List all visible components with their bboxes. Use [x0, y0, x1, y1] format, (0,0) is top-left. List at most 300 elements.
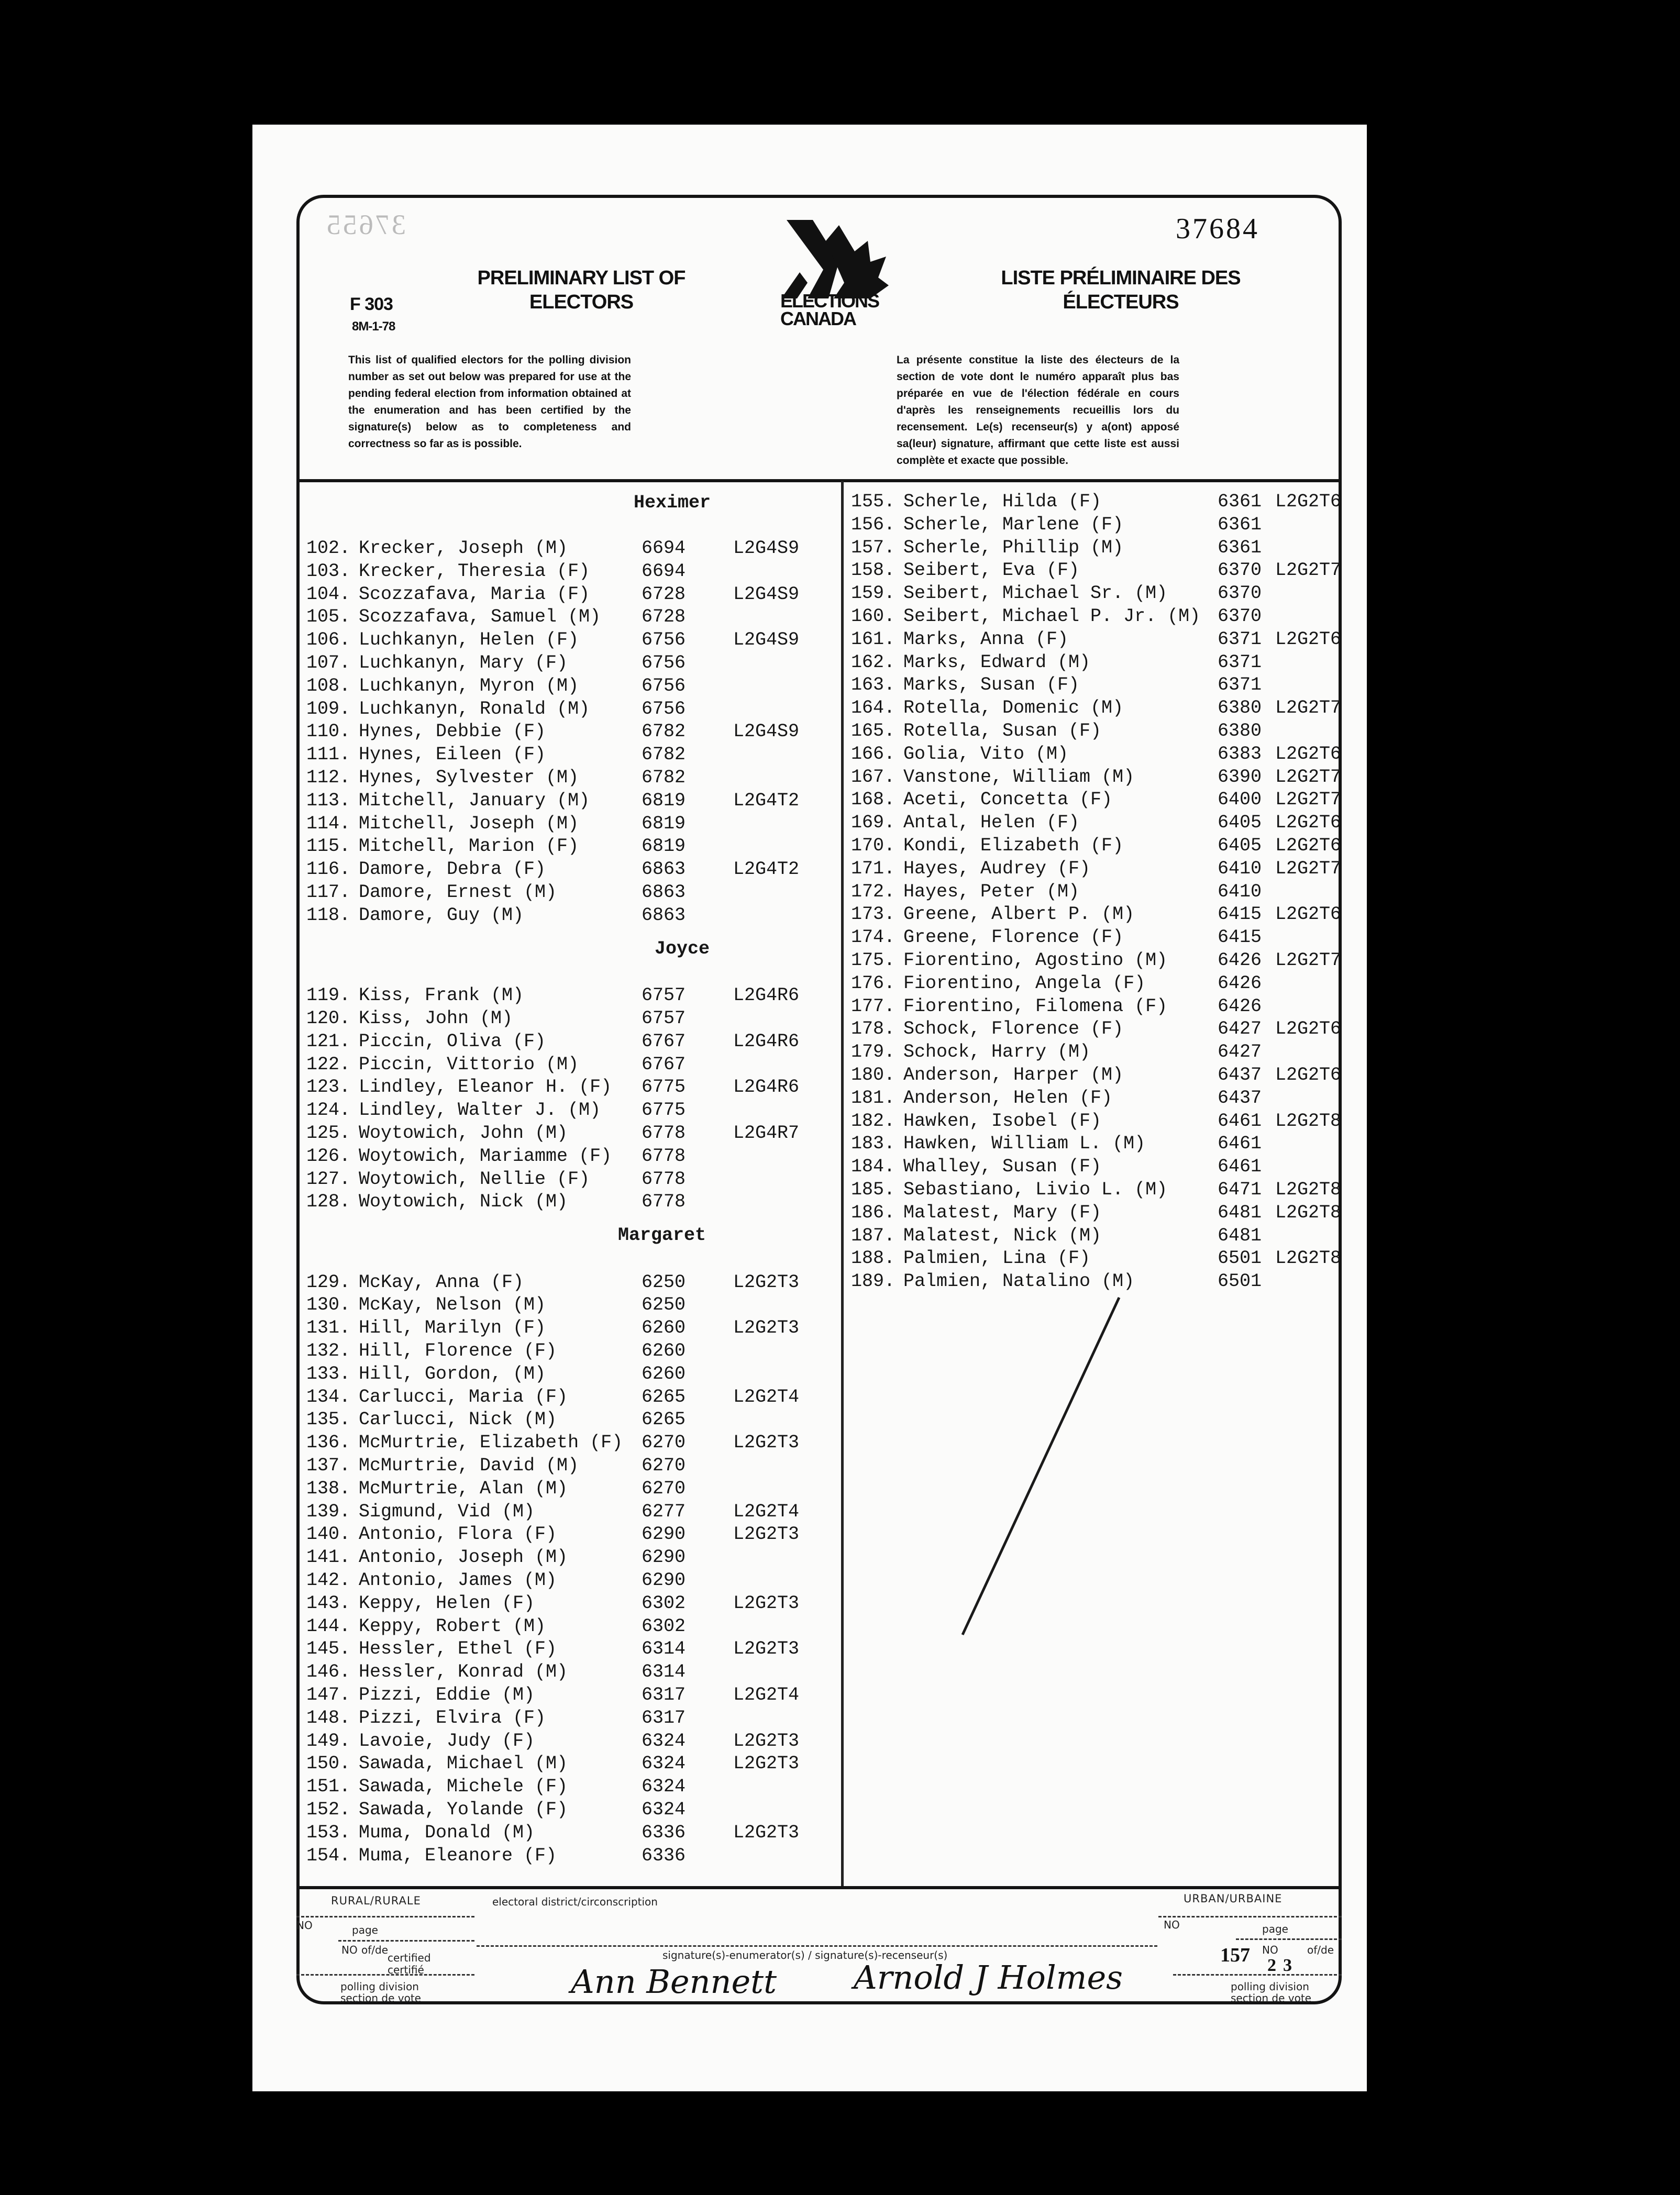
- intro-french: La présente constitue la liste des électeurs de la section de vote dont le numéro apparaît plus bas préparée en vue de l'élection fédérale en cours d'après les renseignements recueillis lors du recensement. Le(s) recenseur(s) y a(ont) apposé sa(leur) signature, affirmant que cette liste est aussi complète et exacte que possible.: [897, 354, 1179, 467]
- elector-poll-number: 6302: [642, 1592, 686, 1614]
- elector-number: 145.: [306, 1638, 351, 1660]
- elector-name: Lindley, Eleanor H. (F): [359, 1077, 612, 1098]
- rural-page-label: page: [352, 1924, 378, 1936]
- elector-number: 139.: [306, 1501, 351, 1522]
- elector-name: Sawada, Michele (F): [359, 1776, 568, 1798]
- page-number: 2: [1267, 1956, 1276, 1975]
- elector-poll-number: 6290: [642, 1524, 686, 1545]
- elector-postal-code: L2G2T6: [1275, 628, 1342, 650]
- elector-poll-number: 6756: [642, 675, 686, 696]
- elector-poll-number: 6775: [642, 1077, 686, 1098]
- elector-postal-code: L2G2T7: [1275, 950, 1342, 971]
- elector-number: 141.: [306, 1547, 351, 1568]
- elector-name: Scozzafava, Maria (F): [359, 583, 590, 605]
- elector-name: Greene, Albert P. (M): [903, 904, 1135, 925]
- urban-page-line: [1236, 1938, 1342, 1940]
- elector-name: Carlucci, Nick (M): [359, 1409, 557, 1431]
- elector-poll-number: 6778: [642, 1122, 686, 1144]
- elector-name: Damore, Debra (F): [359, 859, 546, 880]
- elector-name: Pizzi, Eddie (M): [359, 1684, 535, 1705]
- elector-number: 128.: [306, 1191, 351, 1213]
- elector-postal-code: L2G4R6: [733, 985, 800, 1006]
- elector-name: McKay, Nelson (M): [359, 1294, 546, 1316]
- elector-number: 125.: [306, 1122, 351, 1144]
- elector-name: Luchkanyn, Myron (M): [359, 675, 579, 696]
- elector-poll-number: 6767: [642, 1030, 686, 1052]
- elector-name: Sawada, Yolande (F): [359, 1799, 568, 1820]
- elector-number: 149.: [306, 1730, 351, 1751]
- elector-poll-number: 6380: [1218, 720, 1262, 741]
- elector-name: Kiss, John (M): [359, 1007, 513, 1029]
- elector-name: Muma, Donald (M): [359, 1822, 535, 1843]
- elector-name: Sebastiano, Livio L. (M): [903, 1179, 1168, 1200]
- logo-text-line2: CANADA: [780, 308, 856, 329]
- elector-poll-number: 6380: [1218, 697, 1262, 719]
- elector-number: 180.: [851, 1065, 896, 1085]
- elector-poll-number: 6336: [642, 1822, 686, 1843]
- elector-poll-number: 6778: [642, 1168, 686, 1190]
- elector-name: Hynes, Debbie (F): [359, 721, 546, 742]
- elector-poll-number: 6426: [1218, 950, 1262, 971]
- elector-number: 158.: [851, 560, 896, 581]
- elector-poll-number: 6471: [1218, 1179, 1262, 1200]
- elector-number: 171.: [851, 858, 896, 879]
- elector-name: Seibert, Michael P. Jr. (M): [903, 606, 1201, 627]
- rural-of-label: of/de: [361, 1944, 389, 1956]
- elector-postal-code: L2G2T3: [733, 1524, 800, 1545]
- urban-section-de-vote-label: section de vote: [1231, 1992, 1311, 2004]
- elector-poll-number: 6756: [642, 629, 686, 651]
- elector-name: Scozzafava, Samuel (M): [359, 606, 601, 628]
- elector-postal-code: L2G2T7: [1275, 789, 1342, 811]
- elector-number: 176.: [851, 972, 896, 994]
- elector-name: Hayes, Peter (M): [903, 881, 1080, 902]
- elector-poll-number: 6819: [642, 790, 686, 811]
- elector-name: Antal, Helen (F): [903, 812, 1080, 834]
- elector-name: Mitchell, Joseph (M): [359, 813, 579, 834]
- elector-number: 147.: [306, 1684, 351, 1705]
- elector-poll-number: 6290: [642, 1570, 686, 1591]
- elector-poll-number: 6461: [1218, 1133, 1262, 1155]
- elector-name: Malatest, Nick (M): [903, 1225, 1102, 1246]
- elector-poll-number: 6270: [642, 1432, 686, 1454]
- elector-name: Muma, Eleanore (F): [359, 1845, 557, 1866]
- elector-poll-number: 6426: [1218, 995, 1262, 1017]
- elector-poll-number: 6819: [642, 836, 686, 857]
- elector-postal-code: L2G4R7: [733, 1122, 800, 1144]
- elector-postal-code: L2G2T4: [733, 1386, 800, 1407]
- elector-poll-number: 6314: [642, 1638, 686, 1660]
- elector-postal-code: L2G2T8: [1275, 1202, 1342, 1223]
- elector-poll-number: 6782: [642, 767, 686, 788]
- elector-postal-code: L2G4S9: [733, 629, 800, 651]
- elector-poll-number: 6250: [642, 1294, 686, 1316]
- elector-poll-number: 6277: [642, 1501, 686, 1522]
- elector-postal-code: L2G2T3: [733, 1822, 800, 1843]
- elector-poll-number: 6361: [1218, 537, 1262, 558]
- elector-name: Hawken, William L. (M): [903, 1133, 1146, 1155]
- elector-poll-number: 6775: [642, 1100, 686, 1121]
- elector-poll-number: 6410: [1218, 858, 1262, 879]
- elector-postal-code: L2G2T6: [1275, 904, 1342, 925]
- elector-number: 131.: [306, 1317, 351, 1339]
- elector-number: 148.: [306, 1707, 351, 1728]
- elector-name: Fiorentino, Agostino (M): [903, 950, 1168, 971]
- elector-name: Damore, Guy (M): [359, 904, 524, 926]
- elector-name: McMurtrie, Alan (M): [359, 1478, 568, 1499]
- title-english-line2: ELECTORS: [529, 291, 634, 313]
- elector-name: Scherle, Hilda (F): [903, 491, 1102, 512]
- elector-poll-number: 6767: [642, 1054, 686, 1075]
- elector-name: Kondi, Elizabeth (F): [903, 835, 1124, 856]
- elector-number: 142.: [306, 1570, 351, 1591]
- title-english-line1: PRELIMINARY LIST OF: [477, 267, 686, 289]
- elector-number: 104.: [306, 583, 351, 605]
- elector-number: 132.: [306, 1340, 351, 1361]
- elector-postal-code: L2G2T6: [1275, 812, 1342, 834]
- rural-no-label: NO: [296, 1919, 313, 1932]
- elector-number: 119.: [306, 985, 351, 1006]
- elector-number: 152.: [306, 1799, 351, 1820]
- elector-poll-number: 6324: [642, 1753, 686, 1775]
- elector-name: Rotella, Domenic (M): [903, 697, 1124, 719]
- elector-number: 162.: [851, 651, 896, 673]
- elector-poll-number: 6317: [642, 1684, 686, 1705]
- elector-name: Luchkanyn, Helen (F): [359, 629, 579, 651]
- elector-name: Lavoie, Judy (F): [359, 1730, 535, 1751]
- elector-postal-code: L2G4S9: [733, 538, 800, 559]
- elector-postal-code: L2G2T7: [1275, 858, 1342, 879]
- elector-postal-code: L2G2T6: [1275, 835, 1342, 856]
- elector-number: 146.: [306, 1661, 351, 1683]
- elector-postal-code: L2G2T3: [733, 1317, 800, 1339]
- elector-number: 174.: [851, 927, 896, 948]
- elector-postal-code: L2G2T7: [1275, 560, 1342, 581]
- elector-postal-code: L2G4S9: [733, 583, 800, 605]
- elector-number: 186.: [851, 1202, 896, 1223]
- elector-name: Hill, Florence (F): [359, 1340, 557, 1361]
- elector-poll-number: 6819: [642, 813, 686, 834]
- elector-postal-code: L2G2T4: [733, 1501, 800, 1522]
- elector-poll-number: 6270: [642, 1455, 686, 1476]
- elector-number: 133.: [306, 1363, 351, 1384]
- urban-page-label: page: [1262, 1923, 1288, 1935]
- elector-poll-number: 6863: [642, 882, 686, 903]
- elector-number: 118.: [306, 904, 351, 926]
- elector-number: 105.: [306, 606, 351, 628]
- elector-name: Lindley, Walter J. (M): [359, 1100, 601, 1121]
- elector-poll-number: 6863: [642, 904, 686, 926]
- elector-poll-number: 6390: [1218, 766, 1262, 788]
- elector-name: Hynes, Eileen (F): [359, 744, 546, 766]
- elector-number: 134.: [306, 1386, 351, 1407]
- urban-polling-line: [1173, 1974, 1342, 1976]
- urban-dashed-line: [1158, 1916, 1342, 1917]
- elector-number: 189.: [851, 1271, 896, 1292]
- intro-english: This list of qualified electors for the polling division number as set out below was prepared for use at the pending federal election from information obtained at the enumeration and has been certified by the signature(s) below as to completeness and correctness so far as is possible.: [348, 354, 631, 450]
- elector-number: 157.: [851, 537, 896, 558]
- elector-number: 111.: [306, 744, 351, 766]
- elector-number: 168.: [851, 789, 896, 811]
- elector-number: 127.: [306, 1168, 351, 1190]
- elector-name: Marks, Susan (F): [903, 674, 1080, 696]
- elector-poll-number: 6371: [1218, 674, 1262, 696]
- elector-name: Fiorentino, Filomena (F): [903, 995, 1168, 1017]
- title-french-line2: ÉLECTEURS: [1063, 291, 1179, 313]
- elector-poll-number: 6437: [1218, 1087, 1262, 1108]
- elector-name: Golia, Vito (M): [903, 743, 1069, 764]
- elector-poll-number: 6361: [1218, 491, 1262, 512]
- elector-poll-number: 6481: [1218, 1202, 1262, 1223]
- elector-poll-number: 6371: [1218, 651, 1262, 673]
- logo-text-line1: ELECTIONS: [780, 290, 879, 312]
- elector-postal-code: L2G4S9: [733, 721, 800, 742]
- elector-name: Schock, Harry (M): [903, 1041, 1091, 1063]
- elector-number: 107.: [306, 652, 351, 673]
- certified-label: certified: [388, 1952, 431, 1964]
- elector-poll-number: 6383: [1218, 743, 1262, 764]
- elector-name: Luchkanyn, Ronald (M): [359, 698, 590, 719]
- elector-number: 165.: [851, 720, 896, 741]
- form-date: 8M-1-78: [352, 319, 395, 334]
- elector-poll-number: 6782: [642, 721, 686, 742]
- elector-number: 113.: [306, 790, 351, 811]
- elector-poll-number: 6370: [1218, 560, 1262, 581]
- elector-postal-code: L2G2T8: [1275, 1248, 1342, 1269]
- elector-poll-number: 6324: [642, 1799, 686, 1820]
- elector-name: Krecker, Theresia (F): [359, 560, 590, 582]
- elector-name: Seibert, Eva (F): [903, 560, 1080, 581]
- elector-poll-number: 6370: [1218, 606, 1262, 627]
- elector-number: 155.: [851, 491, 896, 512]
- elector-number: 159.: [851, 583, 896, 604]
- elector-number: 102.: [306, 538, 351, 559]
- elector-poll-number: 6405: [1218, 812, 1262, 834]
- rural-dashed-line: [296, 1916, 474, 1917]
- diagonal-strike-line: [963, 1298, 1119, 1635]
- elector-poll-number: 6336: [642, 1845, 686, 1866]
- elector-name: Woytowich, Nellie (F): [359, 1168, 590, 1190]
- elector-name: Antonio, Flora (F): [359, 1524, 557, 1545]
- elector-name: Seibert, Michael Sr. (M): [903, 583, 1168, 604]
- elector-name: Whalley, Susan (F): [903, 1156, 1102, 1178]
- elector-postal-code: L2G2T6: [1275, 1065, 1342, 1085]
- elector-number: 188.: [851, 1248, 896, 1269]
- street-header: Heximer: [634, 492, 711, 513]
- elector-number: 143.: [306, 1592, 351, 1614]
- elector-name: Palmien, Lina (F): [903, 1248, 1091, 1269]
- elector-name: Carlucci, Maria (F): [359, 1386, 568, 1407]
- elector-name: Keppy, Robert (M): [359, 1615, 546, 1637]
- elector-poll-number: 6370: [1218, 583, 1262, 604]
- elector-poll-number: 6728: [642, 583, 686, 605]
- elector-number: 182.: [851, 1110, 896, 1132]
- elector-number: 115.: [306, 836, 351, 857]
- elector-number: 129.: [306, 1271, 351, 1293]
- elector-name: Mitchell, Marion (F): [359, 836, 579, 857]
- elector-name: Rotella, Susan (F): [903, 720, 1102, 741]
- elector-postal-code: L2G2T7: [1275, 697, 1342, 719]
- elector-number: 108.: [306, 675, 351, 696]
- signature-top-line: [477, 1945, 1157, 1947]
- elector-number: 153.: [306, 1822, 351, 1843]
- elector-name: Kiss, Frank (M): [359, 985, 524, 1006]
- elector-name: Greene, Florence (F): [903, 927, 1124, 948]
- elector-number: 160.: [851, 606, 896, 627]
- elector-name: Aceti, Concetta (F): [903, 789, 1113, 811]
- elector-name: Keppy, Helen (F): [359, 1592, 535, 1614]
- elector-number: 130.: [306, 1294, 351, 1316]
- elector-name: Hynes, Sylvester (M): [359, 767, 579, 788]
- elector-name: Pizzi, Elvira (F): [359, 1707, 546, 1728]
- elector-name: Hayes, Audrey (F): [903, 858, 1091, 879]
- elector-poll-number: 6265: [642, 1409, 686, 1431]
- elector-poll-number: 6427: [1218, 1018, 1262, 1040]
- elector-name: Hill, Gordon, (M): [359, 1363, 546, 1384]
- elector-name: Marks, Edward (M): [903, 651, 1091, 673]
- elector-number: 126.: [306, 1145, 351, 1167]
- elector-name: Woytowich, John (M): [359, 1122, 568, 1144]
- elector-number: 140.: [306, 1524, 351, 1545]
- elector-number: 110.: [306, 721, 351, 742]
- enumerator-signature-1: Ann Bennett: [571, 1963, 777, 2001]
- elector-number: 183.: [851, 1133, 896, 1155]
- elector-name: Scherle, Phillip (M): [903, 537, 1124, 558]
- elector-poll-number: 6756: [642, 652, 686, 673]
- title-french-line1: LISTE PRÉLIMINAIRE DES: [1001, 267, 1241, 289]
- elector-number: 163.: [851, 674, 896, 696]
- urban-label: URBAN/URBAINE: [1184, 1892, 1283, 1905]
- elector-name: Hill, Marilyn (F): [359, 1317, 546, 1339]
- elector-poll-number: 6501: [1218, 1271, 1262, 1292]
- elector-name: Anderson, Helen (F): [903, 1087, 1113, 1108]
- elector-poll-number: 6437: [1218, 1065, 1262, 1085]
- elector-poll-number: 6302: [642, 1615, 686, 1637]
- elector-name: Palmien, Natalino (M): [903, 1271, 1135, 1292]
- elector-poll-number: 6410: [1218, 881, 1262, 902]
- elector-name: Hawken, Isobel (F): [903, 1110, 1102, 1132]
- elector-number: 178.: [851, 1018, 896, 1040]
- elector-poll-number: 6782: [642, 744, 686, 766]
- elector-poll-number: 6757: [642, 985, 686, 1006]
- elector-poll-number: 6863: [642, 859, 686, 880]
- urban-polling-division-label: polling division: [1231, 1980, 1309, 1993]
- elector-name: Vanstone, William (M): [903, 766, 1135, 788]
- page-total: 3: [1283, 1956, 1292, 1975]
- elector-number: 135.: [306, 1409, 351, 1431]
- urban-of-label: of/de: [1307, 1944, 1334, 1956]
- elector-number: 185.: [851, 1179, 896, 1200]
- elector-number: 151.: [306, 1776, 351, 1798]
- elector-name: Piccin, Oliva (F): [359, 1030, 546, 1052]
- elector-poll-number: 6778: [642, 1145, 686, 1167]
- elector-postal-code: L2G4T2: [733, 790, 800, 811]
- elector-number: 120.: [306, 1007, 351, 1029]
- ghost-serial-number: 37655: [325, 209, 406, 240]
- elector-name: Antonio, Joseph (M): [359, 1547, 568, 1568]
- elector-name: Woytowich, Nick (M): [359, 1191, 568, 1213]
- elector-postal-code: L2G4T2: [733, 859, 800, 880]
- elector-name: Sawada, Michael (M): [359, 1753, 568, 1775]
- elector-number: 137.: [306, 1455, 351, 1476]
- elector-name: McMurtrie, David (M): [359, 1455, 579, 1476]
- form-number: F 303: [350, 294, 393, 314]
- rural-polling-line: [296, 1974, 474, 1976]
- elector-poll-number: 6481: [1218, 1225, 1262, 1246]
- elector-number: 116.: [306, 859, 351, 880]
- elector-poll-number: 6728: [642, 606, 686, 628]
- elector-poll-number: 6324: [642, 1776, 686, 1798]
- elector-number: 106.: [306, 629, 351, 651]
- elector-poll-number: 6427: [1218, 1041, 1262, 1063]
- elector-postal-code: L2G2T8: [1275, 1110, 1342, 1132]
- elector-poll-number: 6324: [642, 1730, 686, 1751]
- elector-number: 187.: [851, 1225, 896, 1246]
- elector-poll-number: 6461: [1218, 1110, 1262, 1132]
- elector-postal-code: L2G2T4: [733, 1684, 800, 1705]
- elector-number: 172.: [851, 881, 896, 902]
- elector-name: Woytowich, Mariamme (F): [359, 1145, 612, 1167]
- elector-postal-code: L2G2T8: [1275, 1179, 1342, 1200]
- elector-number: 175.: [851, 950, 896, 971]
- elector-name: Hessler, Konrad (M): [359, 1661, 568, 1683]
- elector-number: 179.: [851, 1041, 896, 1063]
- elector-name: Sigmund, Vid (M): [359, 1501, 535, 1522]
- elector-name: Krecker, Joseph (M): [359, 538, 568, 559]
- elector-name: Fiorentino, Angela (F): [903, 972, 1146, 994]
- elector-number: 114.: [306, 813, 351, 834]
- elector-poll-number: 6405: [1218, 835, 1262, 856]
- elector-postal-code: L2G2T6: [1275, 743, 1342, 764]
- elector-name: Mitchell, January (M): [359, 790, 590, 811]
- elector-name: Malatest, Mary (F): [903, 1202, 1102, 1223]
- elector-number: 124.: [306, 1100, 351, 1121]
- elector-postal-code: L2G4R6: [733, 1077, 800, 1098]
- rural-label: RURAL/RURALE: [331, 1894, 421, 1907]
- rural-section-de-vote-label: section de vote: [340, 1992, 421, 2004]
- elector-poll-number: 6757: [642, 1007, 686, 1029]
- rural-page-line: [338, 1940, 474, 1942]
- elector-name: Scherle, Marlene (F): [903, 514, 1124, 535]
- elector-name: Hessler, Ethel (F): [359, 1638, 557, 1660]
- elector-number: 154.: [306, 1845, 351, 1866]
- elector-poll-number: 6415: [1218, 927, 1262, 948]
- elector-poll-number: 6694: [642, 538, 686, 559]
- elector-number: 117.: [306, 882, 351, 903]
- elector-name: McMurtrie, Elizabeth (F): [359, 1432, 623, 1454]
- elector-postal-code: L2G2T3: [733, 1753, 800, 1775]
- elector-poll-number: 6260: [642, 1317, 686, 1339]
- elector-postal-code: L2G2T3: [733, 1592, 800, 1614]
- elector-number: 121.: [306, 1030, 351, 1052]
- elector-name: Damore, Ernest (M): [359, 882, 557, 903]
- elector-number: 164.: [851, 697, 896, 719]
- elector-poll-number: 6415: [1218, 904, 1262, 925]
- certifie-label: certifié: [388, 1964, 424, 1976]
- elector-number: 170.: [851, 835, 896, 856]
- elector-postal-code: L2G2T6: [1275, 491, 1342, 512]
- elector-poll-number: 6250: [642, 1271, 686, 1293]
- rural-page-no-label: NO: [341, 1944, 358, 1956]
- elector-postal-code: L2G2T3: [733, 1730, 800, 1751]
- elector-name: McKay, Anna (F): [359, 1271, 524, 1293]
- elector-name: Marks, Anna (F): [903, 628, 1069, 650]
- elector-poll-number: 6501: [1218, 1248, 1262, 1269]
- elector-number: 184.: [851, 1156, 896, 1178]
- elector-poll-number: 6265: [642, 1386, 686, 1407]
- elector-postal-code: L2G2T3: [733, 1271, 800, 1293]
- elector-number: 123.: [306, 1077, 351, 1098]
